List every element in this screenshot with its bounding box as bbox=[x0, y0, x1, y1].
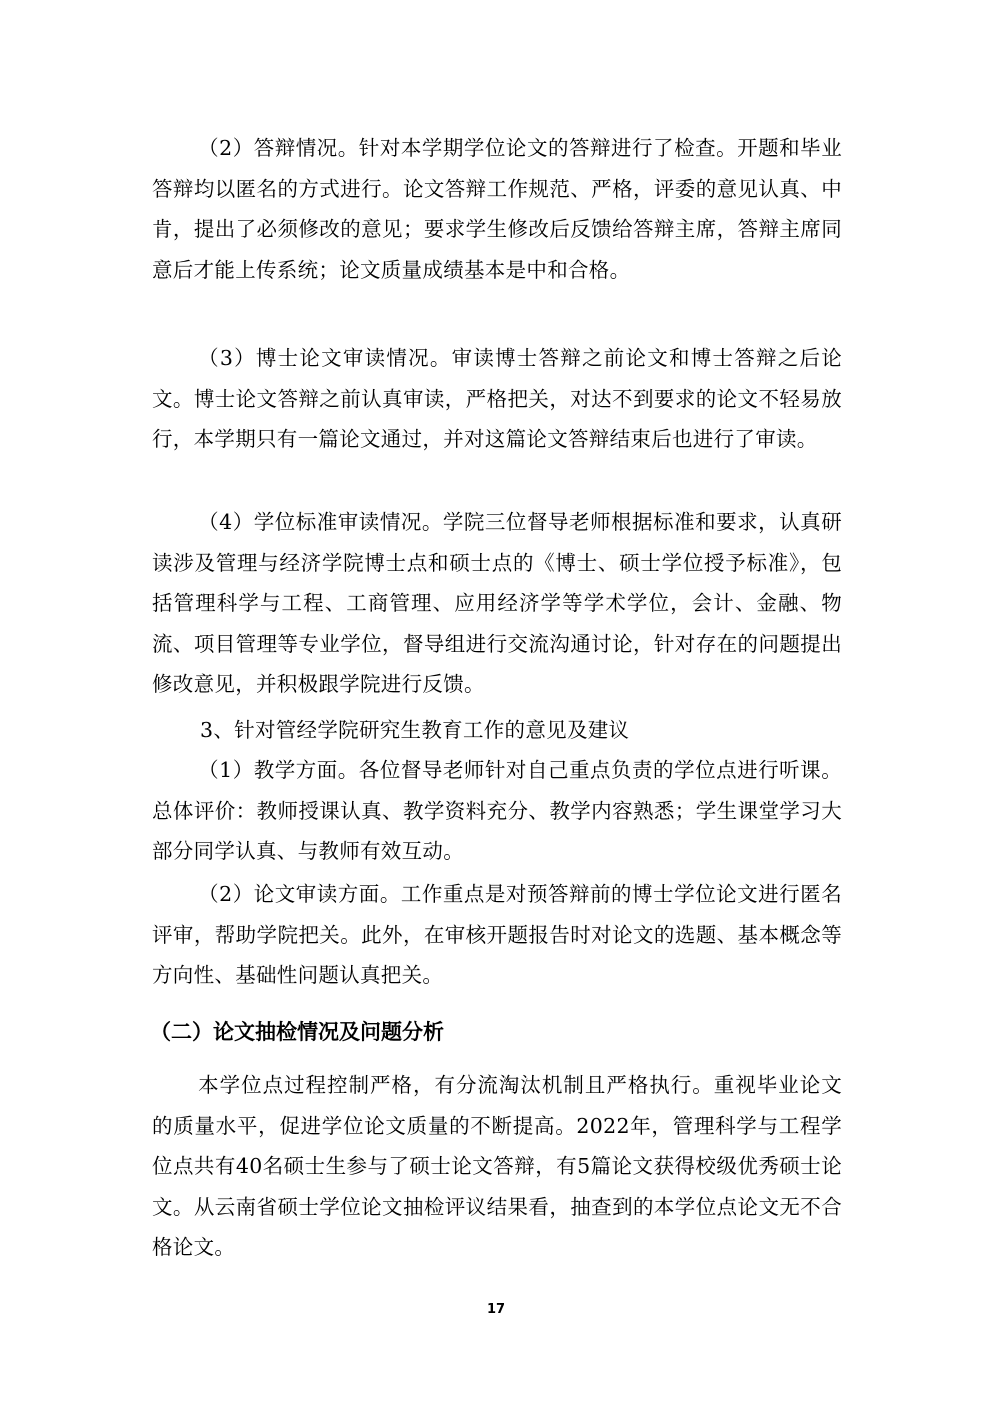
paragraph-thesis-review: （2）论文审读方面。工作重点是对预答辩前的博士学位论文进行匿名评审，帮助学院把关。此外，在审核开题报告时对论文的选题、基本概念等方向性、基础性问题认真把关。 bbox=[152, 882, 842, 987]
paragraph-defense: （2）答辩情况。针对本学期学位论文的答辩进行了检查。开题和毕业答辩均以匿名的方式进行。论文答辩工作规范、严格，评委的意见认真、中肯，提出了必须修改的意见；要求学生修改后反馈给答辩主席，答辩主席同意后才能上传系统；论文质量成绩基本是中和合格。 bbox=[152, 136, 842, 282]
page-number: 17 bbox=[486, 1302, 506, 1317]
paragraph-degree-standard: （4）学位标准审读情况。学院三位督导老师根据标准和要求，认真研读涉及管理与经济学院博士点和硕士点的《博士、硕士学位授予标准》，包括管理科学与工程、工商管理、应用经济学等学术学位，会计、金融、物流、项目管理等专业学位，督导组进行交流沟通讨论，针对存在的问题提出修改意见，并积极跟学院进行反馈。 bbox=[152, 510, 842, 696]
paragraph-inspection-results: 本学位点过程控制严格，有分流淘汰机制且严格执行。重视毕业论文的质量水平，促进学位论文质量的不断提高。2022年，管理科学与工程学位点共有40名硕士生参与了硕士论文答辩，有5篇论文获得校级优秀硕士论文。从云南省硕士学位论文抽检评议结果看，抽查到的本学位点论文无不合格论文。 bbox=[152, 1073, 842, 1259]
paragraph-teaching: （1）教学方面。各位督导老师针对自己重点负责的学位点进行听课。总体评价：教师授课认真、教学资料充分、教学内容熟悉；学生课堂学习大部分同学认真、与教师有效互动。 bbox=[152, 758, 842, 863]
paragraph-phd-review: （3）博士论文审读情况。审读博士答辩之前论文和博士答辩之后论文。博士论文答辩之前认真审读，严格把关，对达不到要求的论文不轻易放行，本学期只有一篇论文通过，并对这篇论文答辩结束后也进行了审读。 bbox=[152, 346, 842, 451]
section-heading-thesis-inspection: （二）论文抽检情况及问题分析 bbox=[150, 1020, 444, 1044]
subsection-title-opinions: 3、针对管经学院研究生教育工作的意见及建议 bbox=[200, 718, 630, 742]
